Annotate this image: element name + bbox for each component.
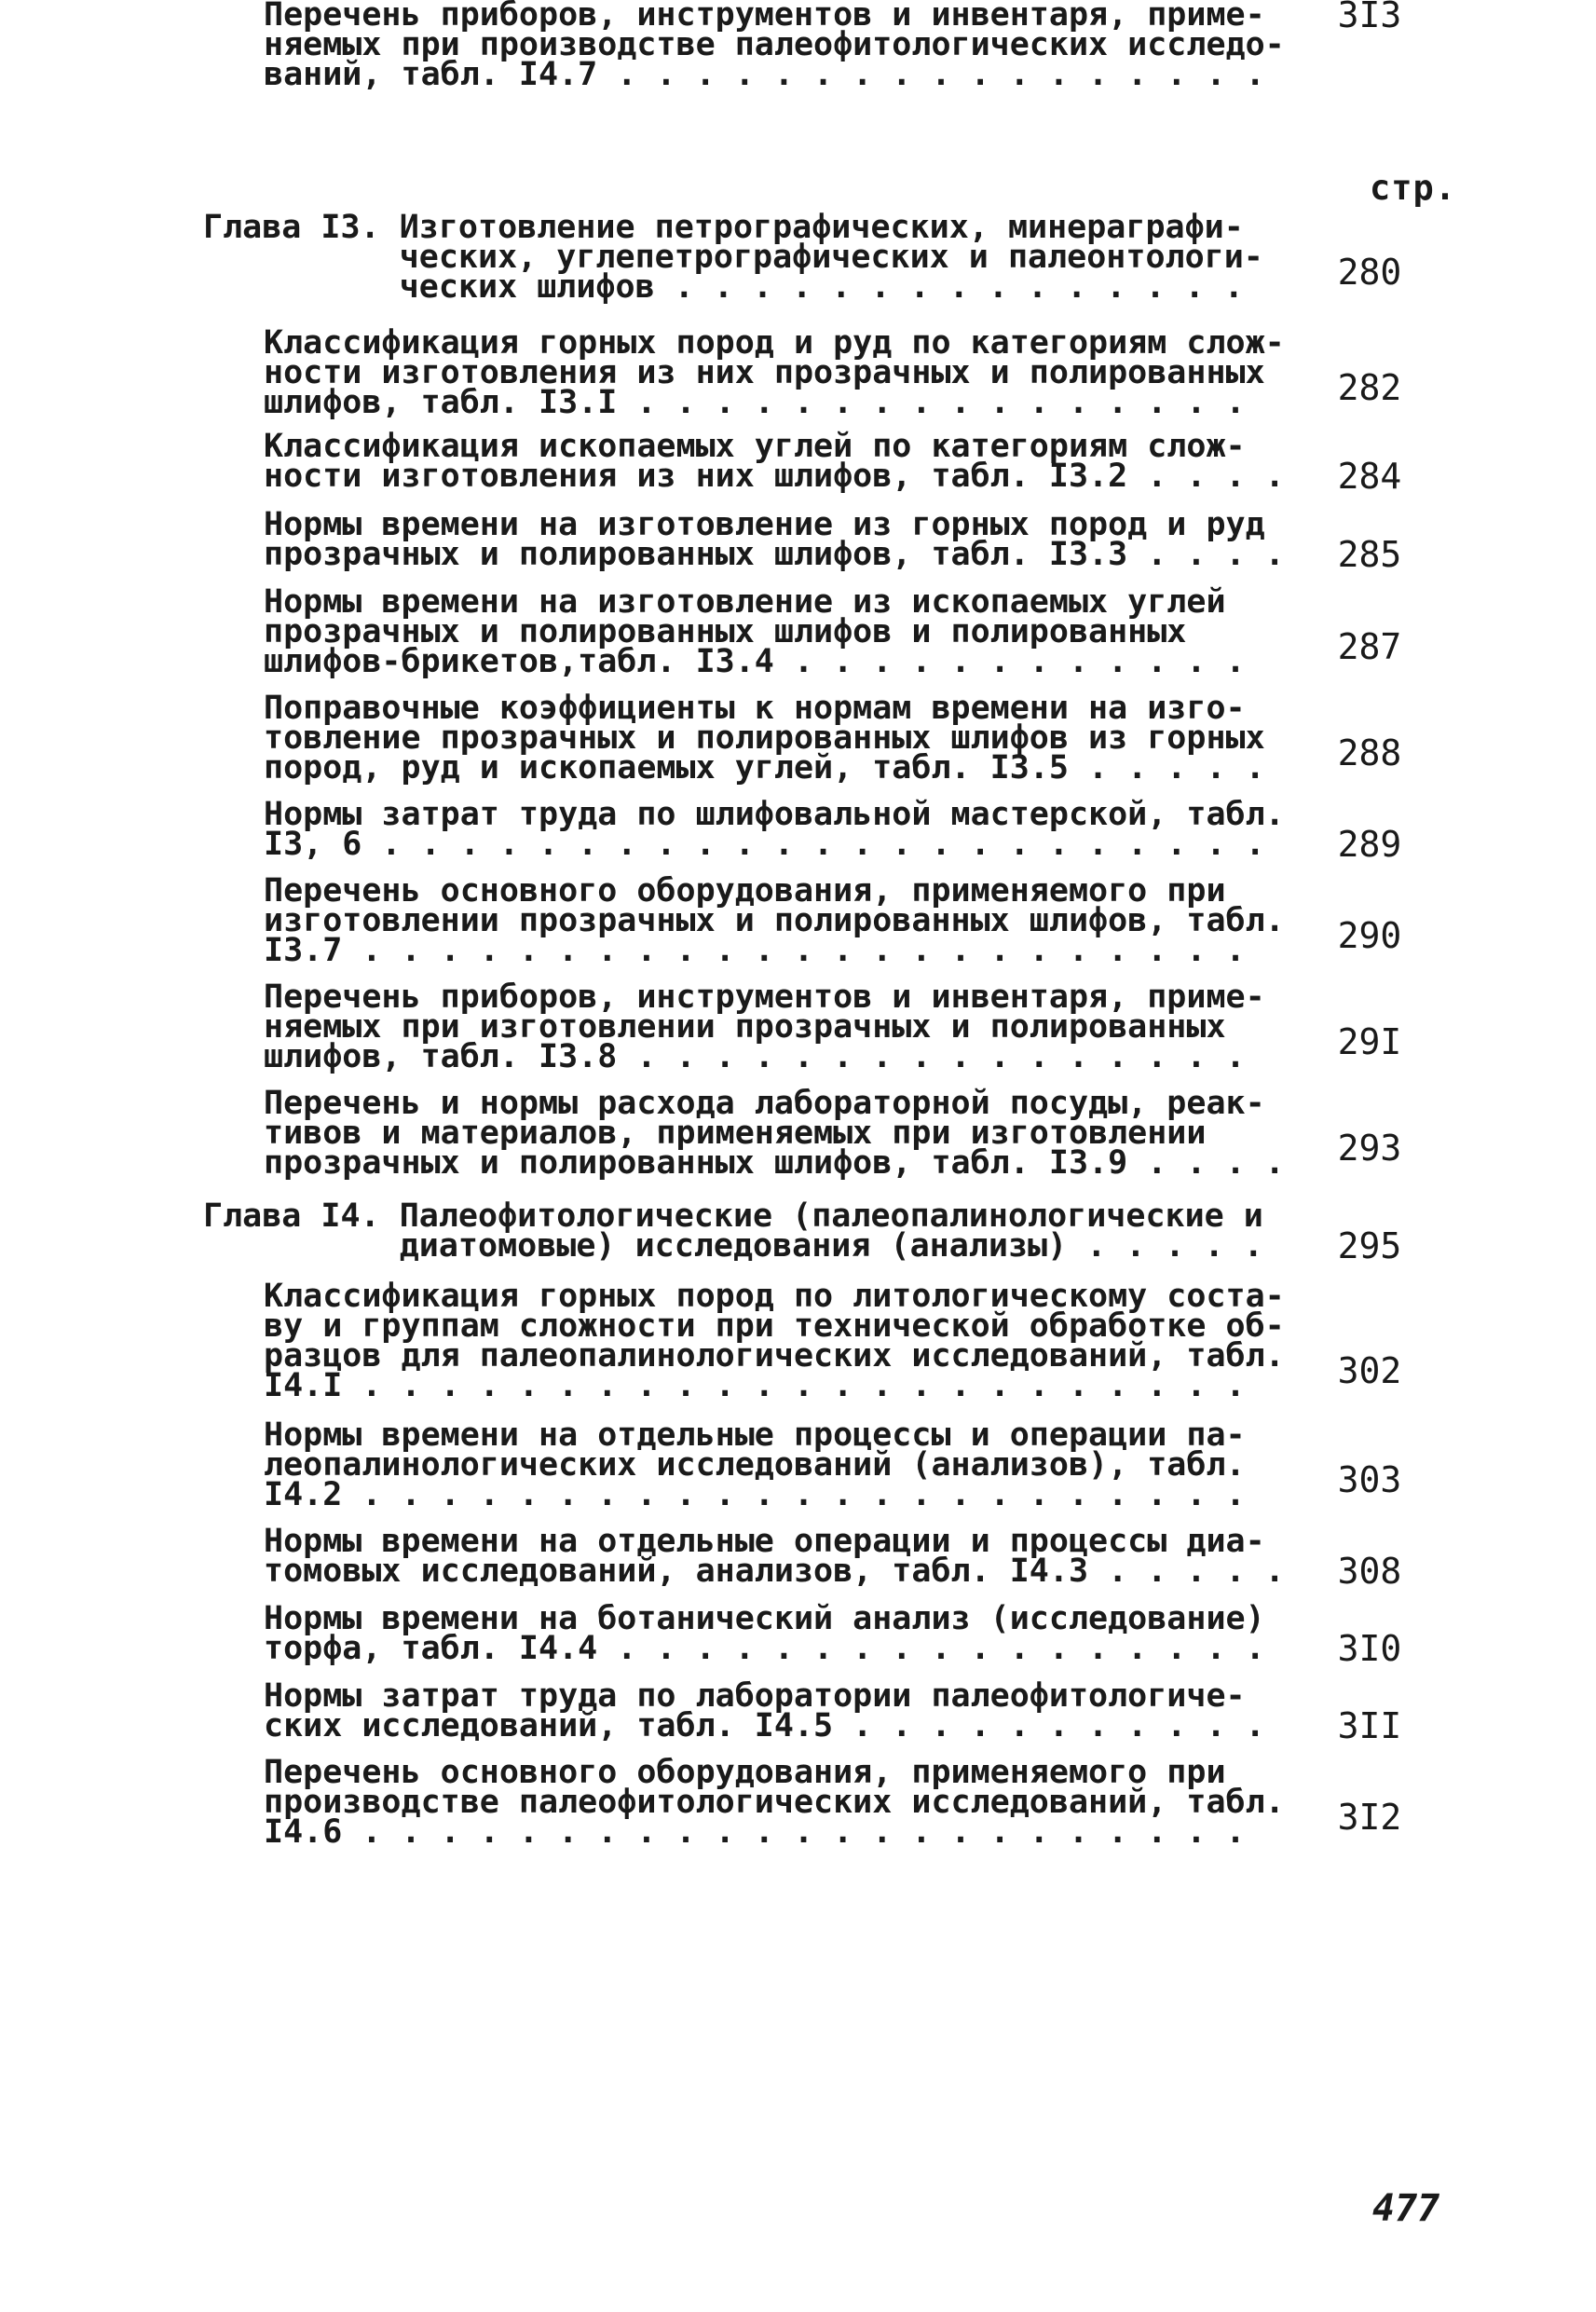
- toc-entry-line: прозрачных и полированных шлифов и полированных: [264, 613, 1187, 650]
- toc-page-number: 288: [1337, 732, 1402, 773]
- toc-entry-line: ности изготовления из них прозрачных и полированных: [264, 354, 1265, 391]
- toc-page-number: 287: [1337, 626, 1402, 667]
- toc-entry-title: [264, 1416, 1246, 1513]
- toc-entry-title: [264, 872, 1285, 969]
- toc-page-number: 3I2: [1337, 1797, 1402, 1838]
- toc-entry-line: Нормы времени на изготовление из ископаемых углей: [264, 583, 1226, 621]
- page-folio: 477: [1372, 2187, 1440, 2230]
- toc-entry-line: Нормы времени на отдельные операции и процессы диа-: [264, 1523, 1265, 1560]
- toc-section-entry: [264, 1278, 1285, 1404]
- toc-entry-title: [264, 1085, 1285, 1182]
- toc-entry-line: леопалинологических исследований (анализов), табл.: [264, 1446, 1246, 1484]
- toc-entry-line: I4.6 . . . . . . . . . . . . . . . . . . . . . . .: [264, 1813, 1246, 1851]
- toc-entry-title: [264, 978, 1265, 1075]
- toc-page-number: 284: [1337, 456, 1402, 497]
- toc-entry-line: Поправочные коэффициенты к нормам времени на изго-: [264, 690, 1246, 727]
- toc-entry-line: прозрачных и полированных шлифов, табл. I3.3 . . . .: [264, 536, 1285, 573]
- toc-entry-line: Классификация горных пород по литологическому соста-: [264, 1278, 1285, 1315]
- toc-entry-line: Нормы затрат труда по шлифовальной мастерской, табл.: [264, 796, 1285, 833]
- toc-page-number: 285: [1337, 534, 1402, 575]
- toc-chapter-entry: [203, 1197, 1263, 1265]
- toc-page-number: 3I3: [1337, 0, 1402, 35]
- toc-entry-line: торфа, табл. I4.4 . . . . . . . . . . . . . . . . .: [264, 1630, 1265, 1667]
- toc-section-entry: [264, 978, 1265, 1075]
- toc-entry-title: [264, 324, 1285, 421]
- toc-entry-line: разцов для палеопалинологических исследований, табл.: [264, 1337, 1285, 1375]
- toc-page-number: 29I: [1337, 1021, 1402, 1062]
- toc-entry-title: [264, 428, 1285, 495]
- toc-entry-line: I4.I . . . . . . . . . . . . . . . . . . . . . . .: [264, 1367, 1246, 1404]
- toc-entry-line: диатомовые) исследования (анализы) . . . . .: [203, 1227, 1263, 1265]
- toc-entry-title: [264, 796, 1285, 863]
- toc-section-entry: [264, 1523, 1285, 1590]
- toc-entry-line: ву и группам сложности при технической обработке об-: [264, 1307, 1285, 1345]
- toc-entry-line: Перечень приборов, инструментов и инвентаря, приме-: [264, 978, 1265, 1016]
- toc-section-entry: [264, 872, 1285, 969]
- toc-entry-title: [203, 209, 1263, 306]
- toc-page-number: 302: [1337, 1350, 1402, 1391]
- toc-entry-title: [264, 690, 1265, 787]
- page-column-label: стр.: [1370, 168, 1457, 208]
- toc-entry-title: [203, 1197, 1263, 1265]
- toc-page-number: 303: [1337, 1459, 1402, 1500]
- toc-entry-title: [264, 583, 1246, 680]
- toc-page-number: 293: [1337, 1128, 1402, 1169]
- toc-entry-line: Нормы затрат труда по лаборатории палеофитологиче-: [264, 1677, 1246, 1715]
- toc-section-entry: [264, 583, 1246, 680]
- toc-section-entry: [264, 1600, 1265, 1667]
- toc-entry-line: Перечень приборов, инструментов и инвентаря, приме-: [264, 0, 1265, 34]
- toc-entry-line: ских исследований, табл. I4.5 . . . . . . . . . . .: [264, 1707, 1265, 1744]
- toc-entry-line: томовых исследований, анализов, табл. I4.3 . . . . .: [264, 1553, 1285, 1590]
- toc-page-number: 280: [1337, 252, 1402, 293]
- toc-entry-line: тивов и материалов, применяемых при изготовлении: [264, 1115, 1207, 1152]
- toc-entry-line: Классификация ископаемых углей по категориям слож-: [264, 428, 1246, 465]
- toc-entry-line: производстве палеофитологических исследований, табл.: [264, 1784, 1285, 1821]
- toc-entry-line: няемых при производстве палеофитологических исследо-: [264, 26, 1285, 63]
- toc-page-number: 289: [1337, 824, 1402, 865]
- toc-entry-line: ческих, углепетрографических и палеонтологи-: [203, 239, 1263, 276]
- toc-section-entry: [264, 506, 1285, 573]
- toc-entry-line: Классификация горных пород и руд по категориям слож-: [264, 324, 1285, 362]
- toc-section-entry: [264, 1085, 1285, 1182]
- toc-entry-title: [264, 1677, 1265, 1744]
- toc-entry-title: [264, 1600, 1265, 1667]
- toc-entry-line: Нормы времени на отдельные процессы и операции па-: [264, 1416, 1246, 1454]
- toc-entry-line: шлифов, табл. I3.8 . . . . . . . . . . . . . . . .: [264, 1038, 1246, 1075]
- toc-page-number: 290: [1337, 915, 1402, 956]
- toc-entry-line: I3, 6 . . . . . . . . . . . . . . . . . . . . . . .: [264, 826, 1265, 863]
- toc-entry-title: [264, 506, 1285, 573]
- toc-entry-line: шлифов, табл. I3.I . . . . . . . . . . . . . . . .: [264, 384, 1246, 421]
- toc-entry-line: ности изготовления из них шлифов, табл. I3.2 . . . .: [264, 458, 1285, 495]
- toc-entry-title: [264, 0, 1285, 93]
- toc-entry-line: няемых при изготовлении прозрачных и полированных: [264, 1008, 1226, 1046]
- toc-entry-line: прозрачных и полированных шлифов, табл. I3.9 . . . .: [264, 1144, 1285, 1182]
- toc-entry-title: [264, 1523, 1285, 1590]
- toc-page-number: 282: [1337, 367, 1402, 408]
- toc-entry-line: пород, руд и ископаемых углей, табл. I3.5 . . . . .: [264, 749, 1265, 787]
- toc-page-number: 295: [1337, 1225, 1402, 1266]
- toc-section-entry: [264, 1416, 1246, 1513]
- toc-section-entry: [264, 796, 1285, 863]
- toc-entry-line: Глава I4. Палеофитологические (палеопалинологические и: [203, 1197, 1263, 1235]
- toc-entry-line: изготовлении прозрачных и полированных шлифов, табл.: [264, 902, 1285, 939]
- toc-entry-line: I4.2 . . . . . . . . . . . . . . . . . . . . . . .: [264, 1476, 1246, 1513]
- toc-section-entry: [264, 428, 1285, 495]
- toc-page-number: 3II: [1337, 1705, 1402, 1746]
- toc-entry-line: ваний, табл. I4.7 . . . . . . . . . . . . . . . . .: [264, 56, 1265, 93]
- toc-entry-title: [264, 1754, 1285, 1851]
- toc-entry-line: шлифов-брикетов,табл. I3.4 . . . . . . . . . . . .: [264, 643, 1246, 680]
- toc-entry-line: Перечень основного оборудования, применяемого при: [264, 872, 1226, 910]
- toc-entry-line: Нормы времени на ботанический анализ (исследование): [264, 1600, 1265, 1637]
- toc-entry-line: Нормы времени на изготовление из горных пород и руд: [264, 506, 1265, 543]
- toc-section-entry: [264, 1677, 1265, 1744]
- toc-entry-line: Перечень и нормы расхода лабораторной посуды, реак-: [264, 1085, 1265, 1122]
- toc-entry-line: товление прозрачных и полированных шлифов из горных: [264, 719, 1265, 757]
- toc-entry-line: I3.7 . . . . . . . . . . . . . . . . . . . . . . .: [264, 932, 1246, 969]
- toc-section-entry: [264, 0, 1285, 93]
- toc-entry-line: ческих шлифов . . . . . . . . . . . . . . .: [203, 268, 1244, 306]
- toc-page-number: 308: [1337, 1551, 1402, 1592]
- toc-section-entry: [264, 324, 1285, 421]
- toc-section-entry: [264, 690, 1265, 787]
- toc-page-number: 3I0: [1337, 1628, 1402, 1669]
- toc-entry-line: Глава I3. Изготовление петрографических, минераграфи-: [203, 209, 1244, 246]
- toc-entry-title: [264, 1278, 1285, 1404]
- toc-chapter-entry: [203, 209, 1263, 306]
- toc-entry-line: Перечень основного оборудования, применяемого при: [264, 1754, 1226, 1791]
- toc-section-entry: [264, 1754, 1285, 1851]
